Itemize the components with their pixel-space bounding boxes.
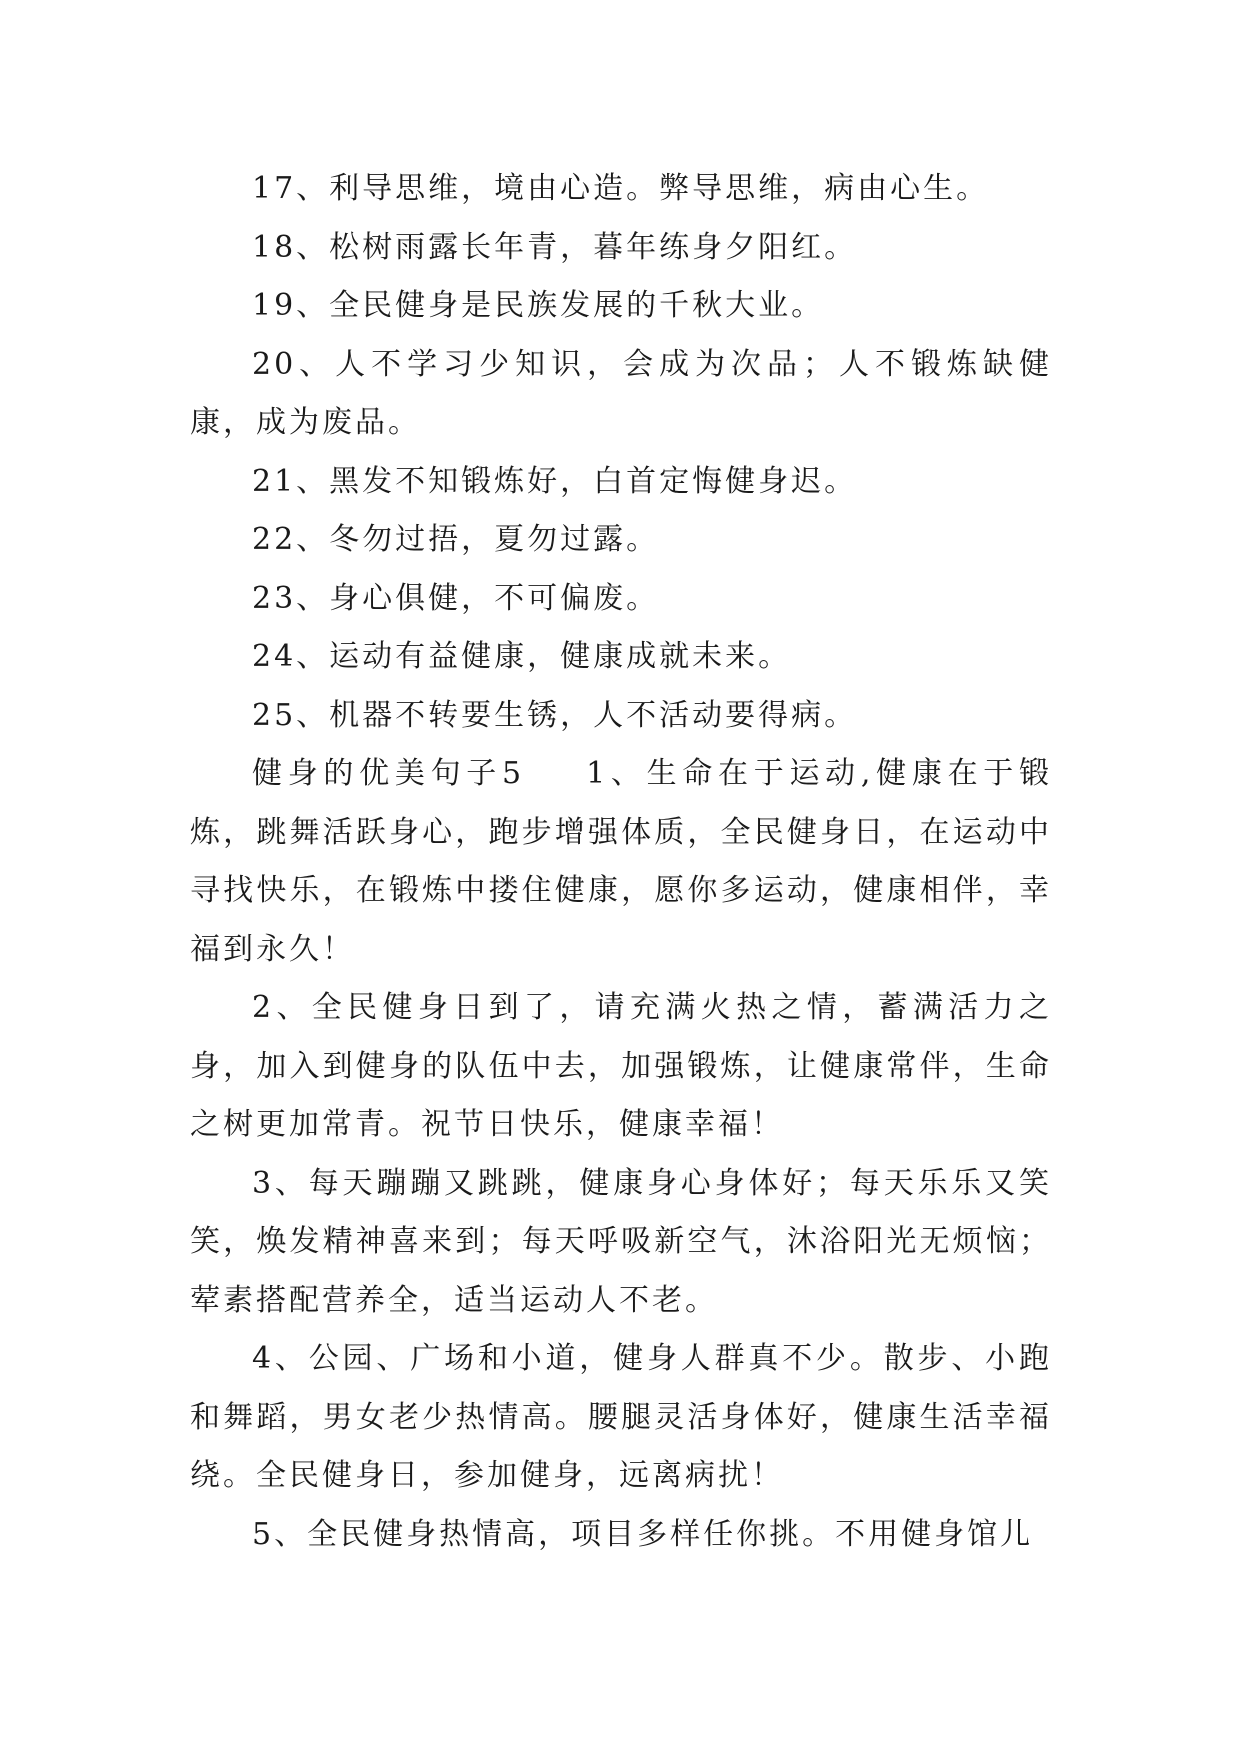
section-title: 健身的优美句子5 xyxy=(252,756,525,791)
section-paragraph xyxy=(190,745,1052,979)
paragraph-19: 19、全民健身是民族发展的千秋大业。 xyxy=(252,288,825,323)
item-5: 5、全民健身热情高，项目多样任你挑。不用健身馆儿 xyxy=(252,1516,1034,1552)
item-2: 2、全民健身日到了，请充满火热之情，蓄满活力之身，加入到健身的队伍中去，加强锻炼，让健康常伴，生命之树更加常青。祝节日快乐，健康幸福！ xyxy=(190,990,1052,1142)
paragraph-17: 17、利导思维，境由心造。弊导思维，病由心生。 xyxy=(252,171,990,206)
paragraph-23: 23、身心俱健，不可偏废。 xyxy=(252,580,660,616)
item-3: 3、每天蹦蹦又跳跳，健康身心身体好；每天乐乐又笑笑，焕发精神喜来到；每天呼吸新空气，沐浴阳光无烦恼；荤素搭配营养全，适当运动人不老。 xyxy=(190,1165,1052,1318)
paragraph-22: 22、冬勿过捂，夏勿过露。 xyxy=(252,522,660,557)
paragraph-18: 18、松树雨露长年青，暮年练身夕阳红。 xyxy=(252,229,858,265)
paragraph-20: 20、人不学习少知识，会成为次品；人不锻炼缺健康，成为废品。 xyxy=(190,346,1052,440)
paragraph-24: 24、运动有益健康，健康成就未来。 xyxy=(252,639,792,674)
section-first-item: 1、生命在于运动,健康在于锻炼，跳舞活跃身心，跑步增强体质，全民健身日，在运动中寻找快乐，在锻炼中搂住健康，愿你多运动，健康相伴，幸福到永久！ xyxy=(190,756,1052,967)
paragraph-25: 25、机器不转要生锈，人不活动要得病。 xyxy=(252,697,858,733)
document-body xyxy=(190,160,1052,1564)
item-4: 4、公园、广场和小道，健身人群真不少。散步、小跑和舞蹈，男女老少热情高。腰腿灵活身体好，健康生活幸福绕。全民健身日，参加健身，远离病扰！ xyxy=(190,1341,1052,1493)
paragraph-21: 21、黑发不知锻炼好，白首定悔健身迟。 xyxy=(252,463,858,499)
